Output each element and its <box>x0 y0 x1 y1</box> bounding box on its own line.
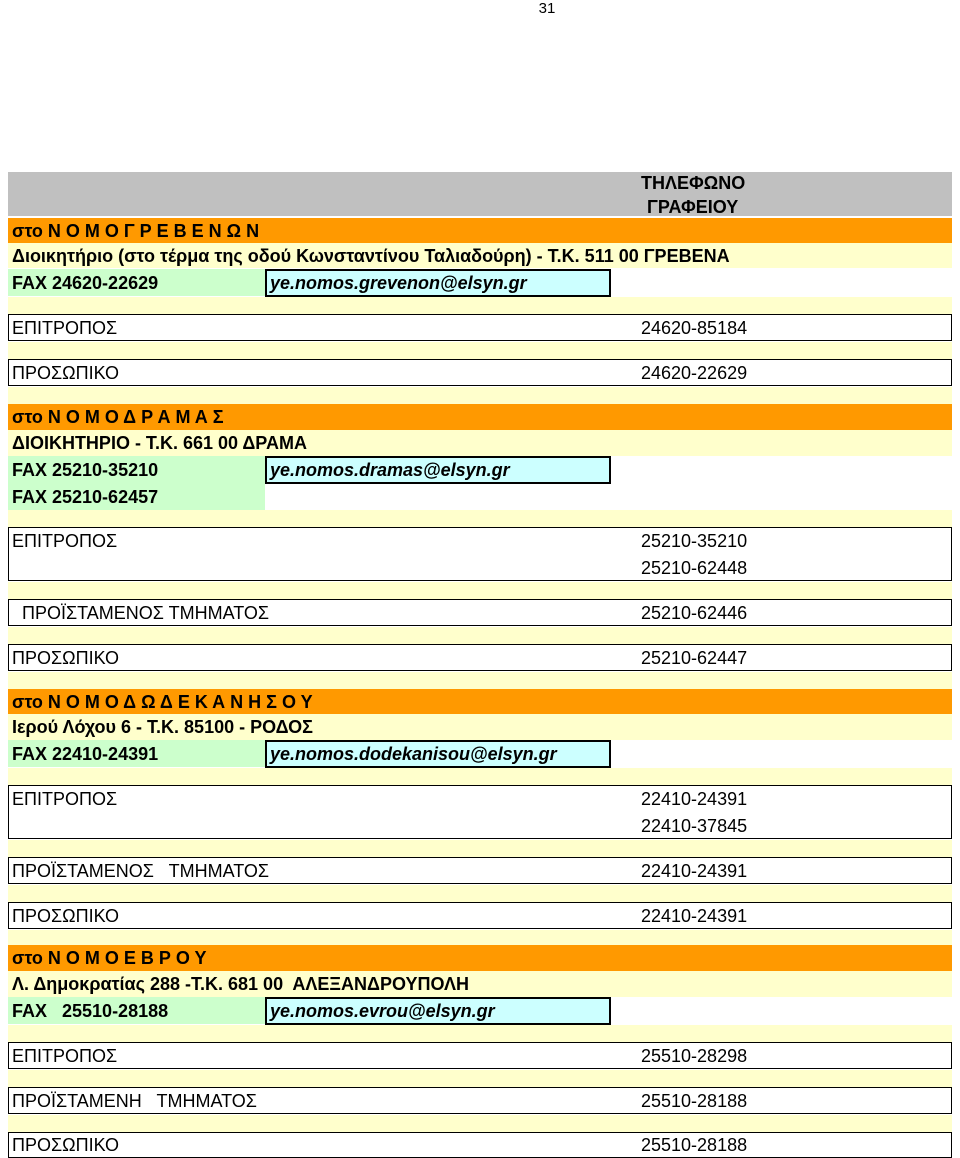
spacer <box>8 1070 952 1087</box>
spacer <box>8 1115 952 1132</box>
dodecanese-head-phone: 22410-24391 <box>641 861 748 881</box>
dodecanese-commissioner-phone2: 22410-37845 <box>641 816 748 836</box>
evros-email[interactable]: ye.nomos.evrou@elsyn.gr <box>270 1001 495 1021</box>
spacer <box>8 510 952 527</box>
page-number: 31 <box>538 0 556 17</box>
drama-staff-label: ΠΡΟΣΩΠΙΚΟ <box>12 648 120 668</box>
dodecanese-commissioner-label: ΕΠΙΤΡΟΠΟΣ <box>12 789 118 809</box>
drama-email[interactable]: ye.nomos.dramas@elsyn.gr <box>270 460 510 480</box>
grevena-staff-phone: 24620-22629 <box>641 363 748 383</box>
evros-commissioner-phone: 25510-28298 <box>641 1046 748 1066</box>
evros-title: στο Ν Ο Μ Ο Ε Β Ρ Ο Υ <box>12 948 207 968</box>
dodecanese-fax: FAX 22410-24391 <box>12 744 159 764</box>
drama-commissioner-phone2: 25210-62448 <box>641 558 748 578</box>
grevena-staff-row <box>8 359 952 386</box>
spacer <box>8 342 952 359</box>
drama-head-phone: 25210-62446 <box>641 603 748 623</box>
dodecanese-staff-phone: 22410-24391 <box>641 906 748 926</box>
evros-fax: FAX 25510-28188 <box>12 1001 169 1021</box>
grevena-email[interactable]: ye.nomos.grevenon@elsyn.gr <box>270 273 527 293</box>
grevena-commissioner-phone: 24620-85184 <box>641 318 748 338</box>
spacer <box>8 885 952 902</box>
spacer <box>8 387 952 404</box>
spacer <box>8 840 952 857</box>
spacer <box>8 930 952 945</box>
drama-staff-row <box>8 644 952 671</box>
evros-head-phone: 25510-28188 <box>641 1091 748 1111</box>
spacer <box>8 297 952 314</box>
drama-fax1: FAX 25210-35210 <box>12 460 159 480</box>
dodecanese-head-label: ΠΡΟΪΣΤΑΜΕΝΟΣ ΤΜΗΜΑΤΟΣ <box>12 861 270 881</box>
phone-label-line2: ΓΡΑΦΕΙΟΥ <box>647 197 739 217</box>
evros-address: Λ. Δημοκρατίας 288 -Τ.Κ. 681 00 ΑΛΕΞΑΝΔΡΟΥΠΟΛΗ <box>12 974 469 994</box>
dodecanese-commissioner-row <box>8 785 952 839</box>
drama-address: ΔΙΟΙΚΗΤΗΡΙΟ - Τ.Κ. 661 00 ΔΡΑΜΑ <box>12 433 307 453</box>
evros-staff-label: ΠΡΟΣΩΠΙΚΟ <box>12 1135 120 1155</box>
drama-fax2: FAX 25210-62457 <box>12 487 159 507</box>
evros-staff-phone: 25510-28188 <box>641 1135 748 1155</box>
evros-head-label: ΠΡΟΪΣΤΑΜΕΝΗ ΤΜΗΜΑΤΟΣ <box>12 1091 257 1111</box>
dodecanese-staff-row <box>8 902 952 929</box>
evros-staff-row <box>8 1132 952 1158</box>
grevena-title: στο Ν Ο Μ Ο Γ Ρ Ε Β Ε Ν Ω Ν <box>12 221 260 241</box>
drama-commissioner-row <box>8 527 952 581</box>
dodecanese-title: στο Ν Ο Μ Ο Δ Ω Δ Ε Κ Α Ν Η Σ Ο Υ <box>12 692 313 712</box>
drama-commissioner-label: ΕΠΙΤΡΟΠΟΣ <box>12 531 118 551</box>
header-band <box>8 172 952 216</box>
dodecanese-commissioner-phone1: 22410-24391 <box>641 789 748 809</box>
grevena-fax: FAX 24620-22629 <box>12 273 159 293</box>
drama-commissioner-phone1: 25210-35210 <box>641 531 748 551</box>
spacer <box>8 768 952 785</box>
dodecanese-email[interactable]: ye.nomos.dodekanisou@elsyn.gr <box>270 744 557 764</box>
drama-head-label: ΠΡΟΪΣΤΑΜΕΝΟΣ ΤΜΗΜΑΤΟΣ <box>22 603 270 623</box>
evros-commissioner-row <box>8 1042 952 1069</box>
spacer <box>8 672 952 689</box>
dodecanese-staff-label: ΠΡΟΣΩΠΙΚΟ <box>12 906 120 926</box>
grevena-staff-label: ΠΡΟΣΩΠΙΚΟ <box>12 363 120 383</box>
evros-commissioner-label: ΕΠΙΤΡΟΠΟΣ <box>12 1046 118 1066</box>
grevena-commissioner-label: ΕΠΙΤΡΟΠΟΣ <box>12 318 118 338</box>
spacer <box>8 627 952 644</box>
drama-title: στο Ν Ο Μ Ο Δ Ρ Α Μ Α Σ <box>12 407 224 427</box>
phone-label-line1: ΤΗΛΕΦΩΝΟ <box>641 173 746 193</box>
spacer <box>8 1025 952 1042</box>
grevena-commissioner-row <box>8 314 952 341</box>
drama-staff-phone: 25210-62447 <box>641 648 748 668</box>
spacer <box>8 582 952 599</box>
dodecanese-address: Ιερού Λόχου 6 - Τ.Κ. 85100 - ΡΟΔΟΣ <box>12 717 313 737</box>
grevena-address: Διοικητήριο (στο τέρμα της οδού Κωνσταντίνου Ταλιαδούρη) - Τ.Κ. 511 00 ΓΡΕΒΕΝΑ <box>12 246 730 266</box>
